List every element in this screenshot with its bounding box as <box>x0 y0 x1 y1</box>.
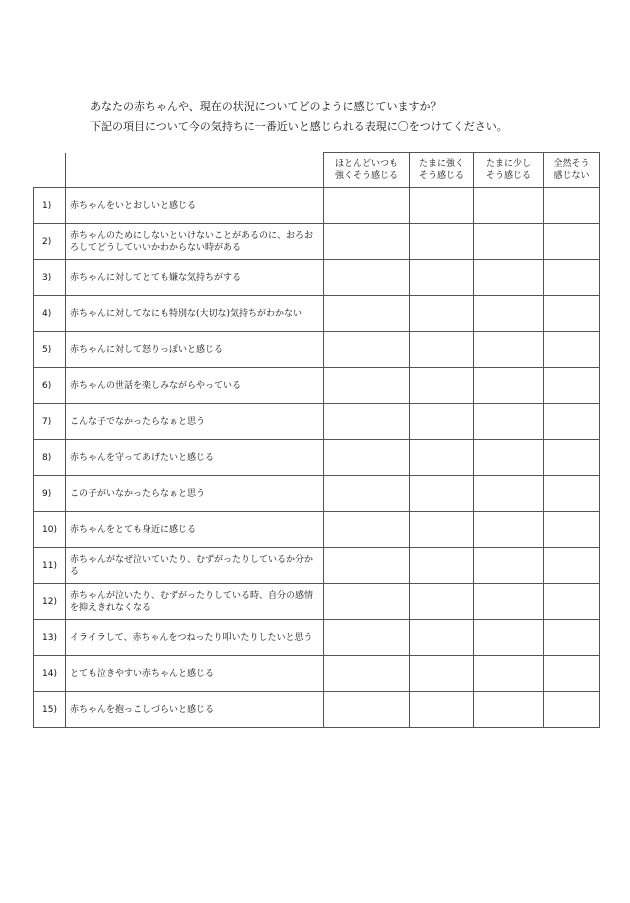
question-row <box>34 368 600 404</box>
answer-cell[interactable] <box>474 476 544 512</box>
answer-cell[interactable] <box>544 440 600 476</box>
question-number: 10) <box>34 512 66 548</box>
answer-cell[interactable] <box>544 260 600 296</box>
question-row <box>34 656 600 692</box>
question-row <box>34 548 600 584</box>
answer-cell[interactable] <box>324 692 410 728</box>
question-number: 9) <box>34 476 66 512</box>
question-text: 赤ちゃんに対してなにも特別な(大切な)気持ちがわかない <box>66 296 324 332</box>
answer-cell[interactable] <box>324 368 410 404</box>
column-header-never <box>544 153 600 188</box>
answer-cell[interactable] <box>324 656 410 692</box>
column-header-line: そう感じる <box>485 171 531 181</box>
instructions <box>90 97 610 137</box>
answer-cell[interactable] <box>410 260 474 296</box>
answer-cell[interactable] <box>544 692 600 728</box>
answer-cell[interactable] <box>324 512 410 548</box>
question-number: 3) <box>34 260 66 296</box>
question-text: 赤ちゃんを守ってあげたいと感じる <box>66 440 324 476</box>
answer-cell[interactable] <box>324 296 410 332</box>
answer-cell[interactable] <box>544 296 600 332</box>
question-text: 赤ちゃんを抱っこしづらいと感じる <box>66 692 324 728</box>
column-header-line: 感じない <box>553 171 590 181</box>
question-number: 11) <box>34 548 66 584</box>
answer-cell[interactable] <box>474 512 544 548</box>
question-row <box>34 404 600 440</box>
answer-cell[interactable] <box>410 332 474 368</box>
answer-cell[interactable] <box>474 296 544 332</box>
question-row <box>34 332 600 368</box>
answer-cell[interactable] <box>474 656 544 692</box>
answer-cell[interactable] <box>410 512 474 548</box>
column-header-line: 強くそう感じる <box>334 171 398 181</box>
answer-cell[interactable] <box>324 224 410 260</box>
question-text: この子がいなかったらなぁと思う <box>66 476 324 512</box>
question-number: 12) <box>34 584 66 620</box>
answer-cell[interactable] <box>474 404 544 440</box>
answer-cell[interactable] <box>544 620 600 656</box>
question-text: 赤ちゃんをとても身近に感じる <box>66 512 324 548</box>
answer-cell[interactable] <box>544 224 600 260</box>
question-number: 13) <box>34 620 66 656</box>
question-row <box>34 692 600 728</box>
answer-cell[interactable] <box>410 188 474 224</box>
question-text: 赤ちゃんのためにしないといけないことがあるのに、おろおろしてどうしていいかわからない時がある <box>66 224 324 260</box>
answer-cell[interactable] <box>410 296 474 332</box>
answer-cell[interactable] <box>474 368 544 404</box>
answer-cell[interactable] <box>474 584 544 620</box>
answer-cell[interactable] <box>474 692 544 728</box>
column-header-line: 全然そう <box>553 159 590 169</box>
question-number: 5) <box>34 332 66 368</box>
question-row <box>34 188 600 224</box>
question-text: 赤ちゃんに対してとても嫌な気持ちがする <box>66 260 324 296</box>
question-text: とても泣きやすい赤ちゃんと感じる <box>66 656 324 692</box>
question-text: 赤ちゃんに対して怒りっぽいと感じる <box>66 332 324 368</box>
instruction-line-2: 下記の項目について今の気持ちに一番近いと感じられる表現に〇をつけてください。 <box>90 120 508 133</box>
column-header-sometimes-strong <box>410 153 474 188</box>
answer-cell[interactable] <box>410 368 474 404</box>
answer-cell[interactable] <box>474 224 544 260</box>
answer-cell[interactable] <box>410 404 474 440</box>
answer-cell[interactable] <box>324 260 410 296</box>
answer-cell[interactable] <box>474 188 544 224</box>
question-row <box>34 224 600 260</box>
column-header-sometimes-slight <box>474 153 544 188</box>
column-header-line: たまに少し <box>485 159 531 169</box>
answer-cell[interactable] <box>410 620 474 656</box>
column-header-line: ほとんどいつも <box>334 159 398 169</box>
answer-cell[interactable] <box>544 476 600 512</box>
question-text: こんな子でなかったらなぁと思う <box>66 404 324 440</box>
question-row <box>34 296 600 332</box>
header-blank <box>34 153 66 188</box>
answer-cell[interactable] <box>410 584 474 620</box>
answer-cell[interactable] <box>474 620 544 656</box>
question-text: 赤ちゃんの世話を楽しみながらやっている <box>66 368 324 404</box>
column-header-line: そう感じる <box>418 171 464 181</box>
answer-cell[interactable] <box>324 440 410 476</box>
questionnaire-table <box>33 152 600 728</box>
question-number: 2) <box>34 224 66 260</box>
question-number: 14) <box>34 656 66 692</box>
question-row <box>34 476 600 512</box>
header-row <box>34 153 600 188</box>
question-text: イライラして、赤ちゃんをつねったり叩いたりしたいと思う <box>66 620 324 656</box>
answer-cell[interactable] <box>410 656 474 692</box>
answer-cell[interactable] <box>410 692 474 728</box>
column-header-always <box>324 153 410 188</box>
question-number: 15) <box>34 692 66 728</box>
answer-cell[interactable] <box>410 224 474 260</box>
answer-cell[interactable] <box>324 188 410 224</box>
answer-cell[interactable] <box>544 188 600 224</box>
answer-cell[interactable] <box>324 584 410 620</box>
answer-cell[interactable] <box>544 332 600 368</box>
header-blank <box>66 153 324 188</box>
answer-cell[interactable] <box>544 584 600 620</box>
question-row <box>34 260 600 296</box>
answer-cell[interactable] <box>474 548 544 584</box>
instruction-line-1: あなたの赤ちゃんや、現在の状況についてどのように感じていますか？ <box>90 100 442 113</box>
question-text: 赤ちゃんをいとおしいと感じる <box>66 188 324 224</box>
answer-cell[interactable] <box>544 548 600 584</box>
answer-cell[interactable] <box>410 476 474 512</box>
question-number: 1) <box>34 188 66 224</box>
question-number: 4) <box>34 296 66 332</box>
answer-cell[interactable] <box>544 512 600 548</box>
answer-cell[interactable] <box>324 548 410 584</box>
answer-cell[interactable] <box>544 656 600 692</box>
question-row <box>34 584 600 620</box>
answer-cell[interactable] <box>324 404 410 440</box>
answer-cell[interactable] <box>544 368 600 404</box>
answer-cell[interactable] <box>324 332 410 368</box>
question-number: 6) <box>34 368 66 404</box>
answer-cell[interactable] <box>474 260 544 296</box>
question-row <box>34 620 600 656</box>
answer-cell[interactable] <box>410 440 474 476</box>
question-number: 7) <box>34 404 66 440</box>
answer-cell[interactable] <box>324 620 410 656</box>
answer-cell[interactable] <box>544 404 600 440</box>
answer-cell[interactable] <box>410 548 474 584</box>
question-row <box>34 512 600 548</box>
question-number: 8) <box>34 440 66 476</box>
answer-cell[interactable] <box>324 476 410 512</box>
question-text: 赤ちゃんが泣いたり、むずがったりしている時、自分の感情を抑えきれなくなる <box>66 584 324 620</box>
answer-cell[interactable] <box>474 332 544 368</box>
column-header-line: たまに強く <box>418 159 464 169</box>
question-text: 赤ちゃんがなぜ泣いていたり、むずがったりしているか分かる <box>66 548 324 584</box>
answer-cell[interactable] <box>474 440 544 476</box>
question-row <box>34 440 600 476</box>
